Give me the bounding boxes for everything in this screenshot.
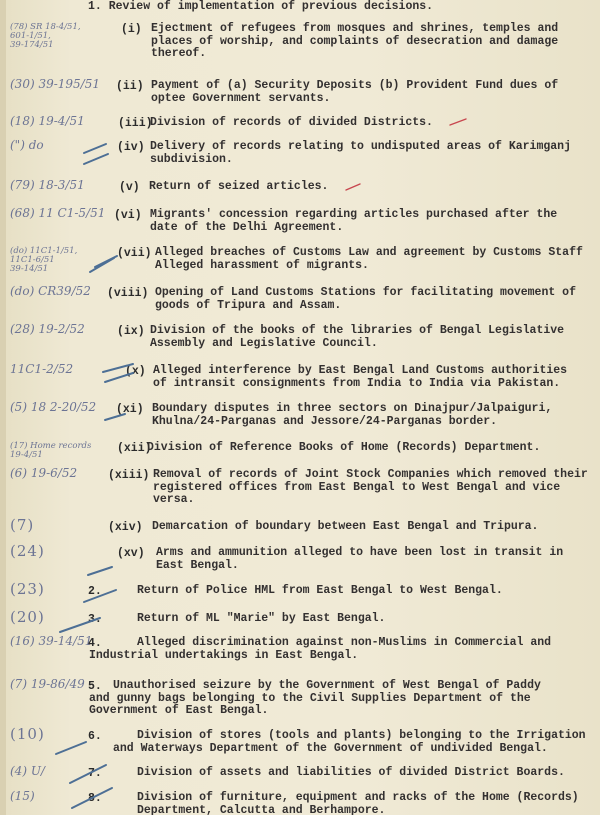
item-text [151, 23, 558, 61]
handwritten-file-reference: (5) 18 2-20/52 [10, 400, 97, 414]
item-text [151, 80, 558, 105]
item-text-line: Migrants' concession regarding articles purchased after the [150, 208, 558, 221]
tick-mark-icon [84, 144, 106, 153]
item-text-line: Division of Reference Books of Home (Records) Department. [147, 441, 541, 454]
red-mark-icon [450, 119, 466, 125]
item-text [156, 547, 563, 572]
item-text [153, 365, 567, 390]
item-text-line: Alleged breaches of Customs Law and agreement by Customs Staff [155, 246, 583, 259]
handwritten-file-reference: (4) U/ [10, 764, 45, 778]
item-number: (x) [125, 365, 146, 378]
item-text-line: places of worship, and complaints of desecration and damage [151, 34, 559, 48]
item-text-line: Department, Calcutta and Berhampore. [137, 803, 386, 815]
item-text-line: and gunny bags belonging to the Civil Supplies Department of the [89, 691, 531, 705]
item-text [150, 325, 564, 350]
item-text-line: Alleged harassment of migrants. [155, 258, 369, 272]
item-text-line: thereof. [151, 47, 207, 60]
tick-mark-icon [56, 742, 86, 754]
item-text-line: optee Government servants. [151, 91, 331, 105]
item-number: (vi) [114, 209, 142, 222]
item-number: (v) [119, 181, 140, 194]
handwritten-file-reference: (do) 11C1-1/51, 11C1-6/51 39-14/51 [10, 246, 78, 274]
item-number: 7. [88, 767, 102, 780]
item-text-line: Unauthorised seizure by the Government of West Bengal of Paddy [113, 679, 541, 692]
item-text [113, 729, 586, 755]
item-text [89, 679, 541, 718]
item-number: 5. [88, 680, 102, 693]
tick-mark-icon [95, 256, 117, 267]
item-number: (vii) [117, 247, 152, 260]
handwritten-file-reference: (16) 39-14/51 [10, 634, 93, 648]
item-text-line: Division of records of divided Districts. [150, 116, 433, 129]
item-text-line: and Waterways Department of the Government of undivided Bengal. [113, 741, 548, 755]
item-number: (iv) [117, 141, 145, 154]
item-number: 8. [88, 792, 102, 805]
item-text-line: Assembly and Legislative Council. [150, 336, 378, 350]
item-text-line: Payment of (a) Security Deposits (b) Provident Fund dues of [151, 79, 559, 92]
item-text [137, 792, 579, 815]
handwritten-file-reference: (7) 19-86/49 [10, 677, 85, 691]
item-text [137, 613, 385, 626]
handwritten-file-reference: (79) 18-3/51 [10, 178, 85, 192]
item-text-line: Arms and ammunition alleged to have been lost in transit in [156, 546, 564, 559]
item-text [150, 117, 433, 130]
item-number: (viii) [107, 287, 149, 300]
item-text-line: Removal of records of Joint Stock Companies which removed their [153, 468, 588, 481]
handwritten-file-reference: (") do [10, 138, 44, 152]
item-text-line: Division of furniture, equipment and racks of the Home (Records) [137, 791, 579, 804]
item-text-line: Return of Police HML from East Bengal to West Bengal. [137, 584, 503, 597]
handwritten-file-reference: (30) 39-195/51 [10, 77, 100, 91]
item-number: (xiv) [108, 521, 143, 534]
item-text-line: goods of Tripura and Assam. [155, 298, 342, 312]
item-text [150, 141, 571, 166]
item-text-line: Return of ML "Marie" by East Bengal. [137, 612, 386, 625]
tick-mark-icon [90, 258, 114, 272]
item-text [152, 403, 552, 428]
handwritten-file-reference: (68) 11 C1-5/51 [10, 206, 106, 220]
item-number: (i) [121, 23, 142, 36]
handwritten-file-reference: (28) 19-2/52 [10, 322, 85, 336]
item-text [153, 469, 588, 507]
item-text [152, 521, 538, 534]
handwritten-file-reference: (10) [10, 725, 45, 743]
item-number: 2. [88, 585, 102, 598]
item-text [155, 247, 583, 272]
handwritten-file-reference: (18) 19-4/51 [10, 114, 85, 128]
handwritten-file-reference: (17) Home records 19-4/51 [10, 441, 92, 460]
item-text-line: Return of seized articles. [149, 180, 329, 193]
handwritten-file-reference: (6) 19-6/52 [10, 466, 78, 480]
tick-mark-icon [84, 154, 108, 164]
handwritten-file-reference: 11C1-2/52 [10, 362, 74, 376]
item-text-line: Demarcation of boundary between East Bengal and Tripura. [152, 520, 539, 533]
item-text-line: of intransit consignments from India to India via Pakistan. [153, 376, 561, 390]
item-text-line: Khulna/24-Parganas and Jessore/24-Parganas border. [152, 414, 498, 428]
item-text-line: Ejectment of refugees from mosques and shrines, temples and [151, 22, 559, 35]
item-text-line: date of the Delhi Agreement. [150, 220, 344, 234]
handwritten-file-reference: (15) [10, 789, 35, 803]
item-text-line: Industrial undertakings in East Bengal. [89, 648, 359, 662]
item-text-line: registered offices from East Bengal to West Bengal and vice [153, 480, 561, 494]
item-text [137, 767, 565, 780]
page-edge [0, 0, 6, 815]
item-number: 3. [88, 613, 102, 626]
handwritten-file-reference: (do) CR39/52 [10, 284, 91, 298]
item-number: (ii) [116, 80, 144, 93]
item-text [147, 442, 540, 455]
item-text [89, 636, 552, 662]
item-text-line: Division of the books of the libraries of Bengal Legislative [150, 324, 565, 337]
item-number: (xi) [116, 403, 144, 416]
tick-mark-icon [88, 567, 112, 575]
item-number: 4. [88, 637, 102, 650]
item-number: (xv) [117, 547, 145, 560]
item-text-line: East Bengal. [156, 558, 239, 572]
item-text-line: Opening of Land Customs Stations for facilitating movement of [155, 286, 576, 299]
item-text-line: Division of assets and liabilities of divided District Boards. [137, 766, 565, 779]
handwritten-file-reference: (78) SR 18-4/51, 601-1/51, 39-174/51 [10, 22, 81, 50]
item-text [137, 585, 503, 598]
item-text-line: subdivision. [150, 152, 233, 166]
item-number: (xiii) [108, 469, 150, 482]
item-text-line: Division of stores (tools and plants) belonging to the Irrigation [137, 729, 586, 742]
red-mark-icon [346, 184, 360, 190]
item-text-line: Government of East Bengal. [89, 704, 269, 717]
item-number: (iii) [118, 117, 153, 130]
item-text [150, 209, 557, 234]
item-text-line: versa. [153, 493, 195, 506]
item-text-line: Alleged interference by East Bengal Land Customs authorities [153, 364, 568, 377]
handwritten-file-reference: (20) [10, 608, 45, 626]
handwritten-file-reference: (24) [10, 542, 45, 560]
item-number: (xii) [117, 442, 152, 455]
section-heading: 1. Review of implementation of previous decisions. [88, 0, 434, 13]
item-text [155, 287, 576, 312]
handwritten-file-reference: (7) [10, 516, 35, 534]
item-text [149, 181, 328, 194]
handwritten-file-reference: (23) [10, 580, 45, 598]
item-number: (ix) [117, 325, 145, 338]
item-number: 6. [88, 730, 102, 743]
item-text-line: Boundary disputes in three sectors on Dinajpur/Jalpaiguri, [152, 402, 553, 415]
item-text-line: Delivery of records relating to undisputed areas of Karimganj [150, 140, 571, 153]
item-text-line: Alleged discrimination against non-Muslims in Commercial and [137, 636, 552, 649]
